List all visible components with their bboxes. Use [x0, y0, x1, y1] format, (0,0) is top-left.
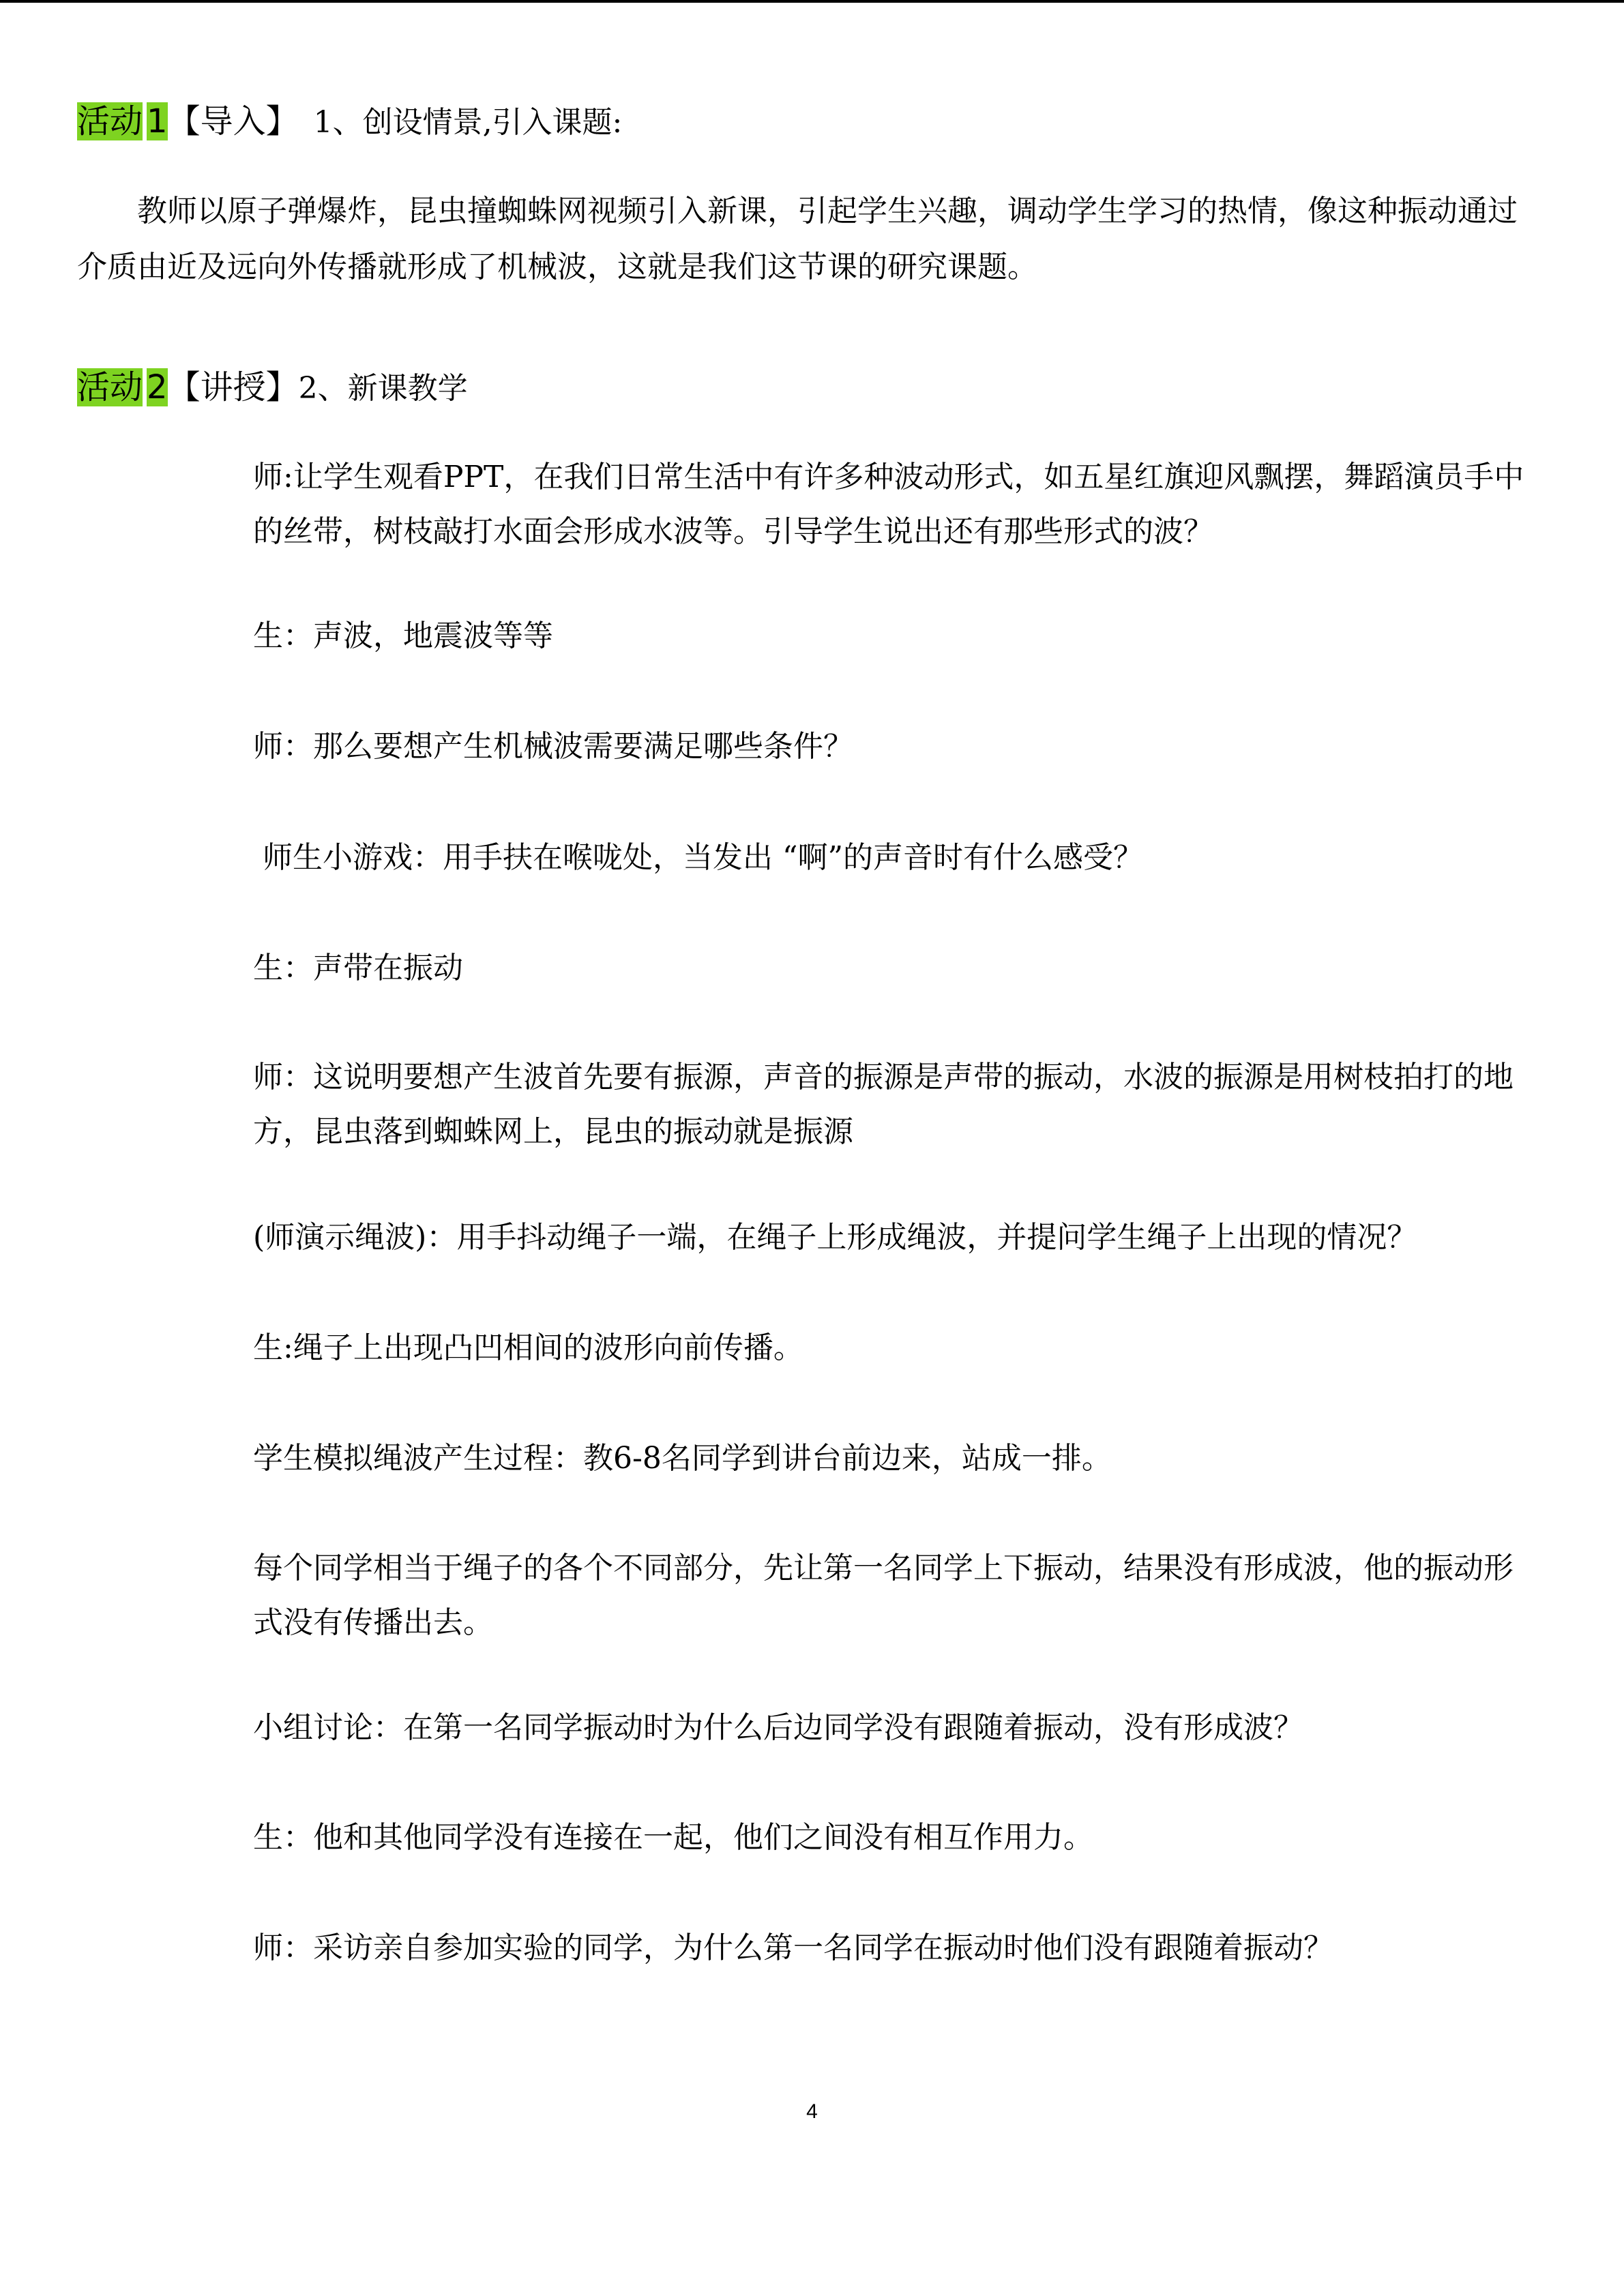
dialogue-game: 师生小游戏：用手扶在喉咙处，当发出 “啊”的声音时有什么感受？ — [253, 840, 1143, 875]
dialogue-teacher-source: 师：这说明要想产生波首先要有振源，声音的振源是声带的振动，水波的振源是用树枝拍打的地方，昆虫落到蜘蛛网上，昆虫的振动就是振源 — [253, 1060, 1514, 1149]
dialogue-simulation: 学生模拟绳波产生过程：教6-8名同学到讲台前边来，站成一排。 — [253, 1441, 1112, 1476]
activity-1-tag: 【导入】 — [167, 102, 299, 140]
activity-1-heading — [77, 95, 622, 149]
dialogue-each-student: 每个同学相当于绳子的各个不同部分，先让第一名同学上下振动，结果没有形成波，他的振动形式没有传播出去。 — [253, 1551, 1514, 1640]
dialogue-rope-demo: (师演示绳波)：用手抖动绳子一端，在绳子上形成绳波，并提问学生绳子上出现的情况？ — [253, 1220, 1417, 1255]
activity-2-label: 活动 — [77, 368, 143, 406]
activity-1-title: 1、创设情景,引入课题: — [313, 105, 623, 140]
activity-2-tag: 【讲授】 — [167, 368, 299, 406]
dialogue-student-force: 生：他和其他同学没有连接在一起，他们之间没有相互作用力。 — [253, 1820, 1093, 1855]
dialogue-student-waves: 生：声波，地震波等等 — [253, 618, 553, 653]
activity-1-number: 1 — [147, 102, 168, 140]
activity-2-number: 2 — [147, 368, 168, 406]
activity-2-title: 2、新课教学 — [298, 371, 468, 406]
dialogue-student-rope: 生:绳子上出现凸凹相间的波形向前传播。 — [253, 1330, 803, 1365]
activity-1-label: 活动 — [77, 102, 143, 140]
page-number: 4 — [806, 2100, 818, 2123]
top-border-rule — [0, 0, 1624, 3]
dialogue-teacher-interview: 师：采访亲自参加实验的同学，为什么第一名同学在振动时他们没有跟随着振动？ — [253, 1930, 1333, 1965]
activity-2-heading — [77, 361, 468, 415]
dialogue-teacher-conditions: 师：那么要想产生机械波需要满足哪些条件？ — [253, 729, 853, 764]
intro-paragraph: 教师以原子弹爆炸，昆虫撞蜘蛛网视频引入新课，引起学生兴趣，调动学生学习的热情，像这种振动通过介质由近及远向外传播就形成了机械波，这就是我们这节课的研究课题。 — [77, 194, 1518, 284]
dialogue-teacher-ppt: 师:让学生观看PPT，在我们日常生活中有许多种波动形式，如五星红旗迎风飘摆，舞蹈演员手中的丝带，树枝敲打水面会形成水波等。引导学生说出还有那些形式的波？ — [253, 460, 1524, 549]
dialogue-group-discussion: 小组讨论：在第一名同学振动时为什么后边同学没有跟随着振动，没有形成波？ — [253, 1710, 1303, 1745]
dialogue-student-vocal: 生：声带在振动 — [253, 951, 463, 985]
